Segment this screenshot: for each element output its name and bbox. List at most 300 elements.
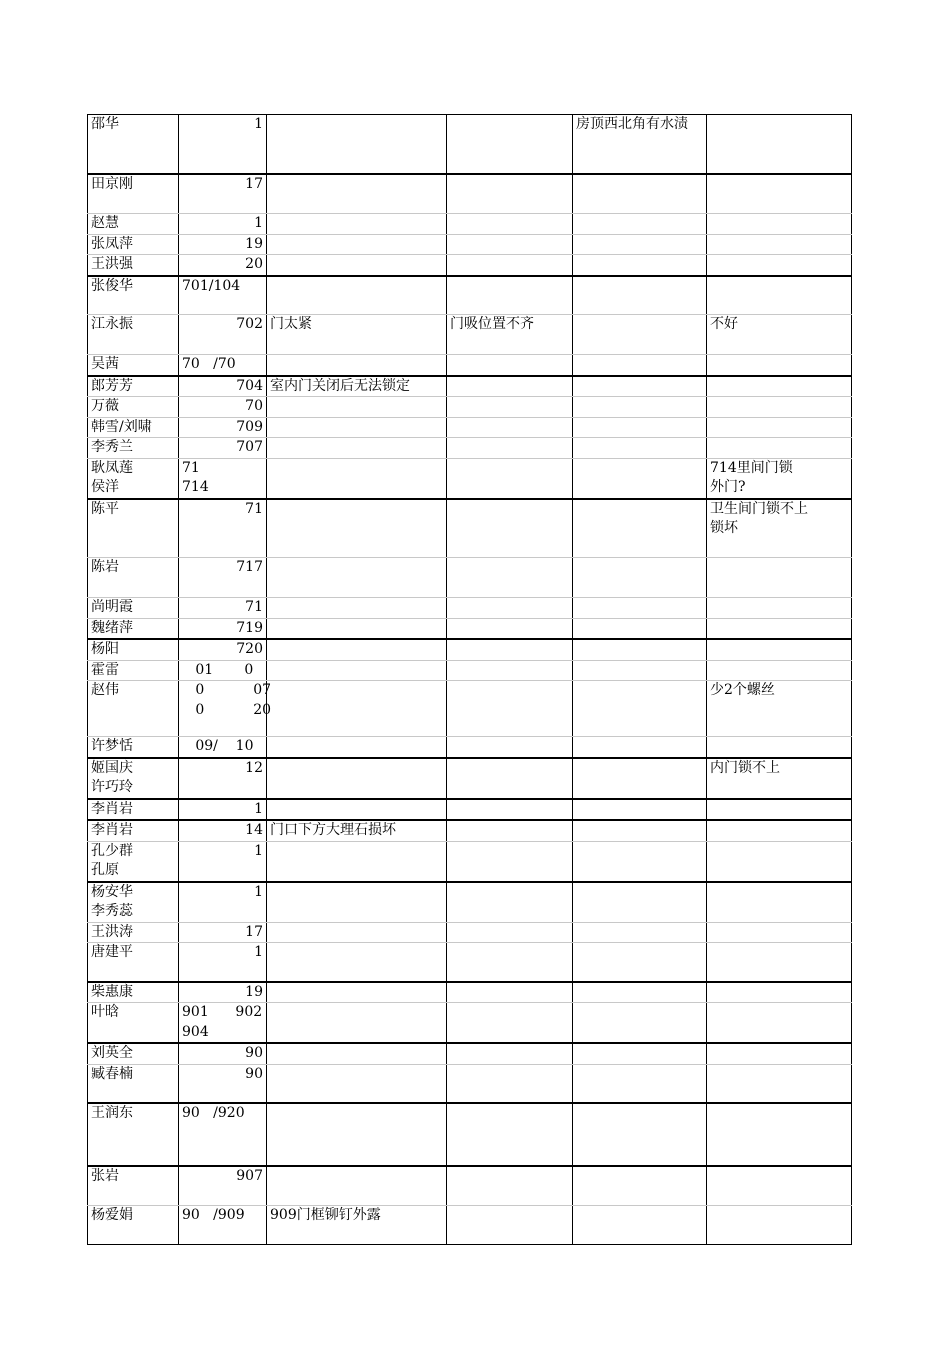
- resident-name-cell-line: 郎芳芳: [91, 377, 133, 394]
- issue-cell-4-line: 卫生间门锁不上: [710, 500, 808, 517]
- issue-cell-1: [267, 276, 447, 315]
- issue-cell-4: [707, 841, 852, 882]
- issue-cell-2: [447, 758, 573, 799]
- room-number-cell: [179, 618, 267, 639]
- issue-cell-2: [447, 234, 573, 255]
- issue-cell-4: [707, 660, 852, 681]
- resident-name-cell-line: 万薇: [91, 398, 119, 414]
- resident-name-cell-line: 许巧玲: [91, 779, 133, 795]
- issue-cell-2: [447, 458, 573, 499]
- resident-name-cell: [88, 234, 179, 255]
- issue-cell-2: [447, 737, 573, 758]
- resident-name-cell-line: 田京刚: [91, 175, 133, 192]
- issue-cell-1: [267, 438, 447, 459]
- issue-cell-1: 室内门关闭后无法锁定: [267, 376, 447, 397]
- room-number-cell: [179, 1103, 267, 1166]
- issue-cell-1: [267, 922, 447, 943]
- issue-cell-3: [573, 499, 707, 558]
- issue-cell-2: [447, 1166, 573, 1205]
- issue-cell-2: [447, 355, 573, 376]
- resident-name-cell: [88, 922, 179, 943]
- resident-name-cell-line: 霍雷: [91, 661, 119, 678]
- resident-name-cell-line: 孔原: [91, 862, 119, 878]
- room-number-cell: [179, 255, 267, 276]
- issue-cell-3: [573, 660, 707, 681]
- issue-cell-2: [447, 681, 573, 737]
- issue-cell-4: [707, 639, 852, 660]
- resident-name-cell-line: 江永振: [91, 316, 133, 332]
- issue-cell-2: [447, 1064, 573, 1103]
- issue-cell-4: [707, 174, 852, 214]
- resident-name-cell: [88, 799, 179, 821]
- room-number-cell: [179, 982, 267, 1003]
- issue-cell-2: [447, 1205, 573, 1244]
- issue-cell-4: [707, 397, 852, 418]
- issue-cell-2: 门吸位置不齐: [447, 315, 573, 355]
- issue-cell-1: [267, 174, 447, 214]
- issue-cell-4-line: 不好: [710, 316, 738, 332]
- issue-cell-2: [447, 618, 573, 639]
- issue-cell-4: [707, 458, 852, 499]
- room-number-cell-line: 90: [245, 1045, 263, 1061]
- room-number-cell: [179, 820, 267, 841]
- issue-cell-2: [447, 214, 573, 235]
- issue-cell-2: [447, 174, 573, 214]
- issue-cell-3: [573, 417, 707, 438]
- table-row: [88, 1103, 852, 1166]
- table-row: [88, 499, 852, 558]
- issue-cell-1: [267, 681, 447, 737]
- issue-cell-3: [573, 1064, 707, 1103]
- issue-cell-4: [707, 1043, 852, 1064]
- resident-name-cell: [88, 417, 179, 438]
- table-row: [88, 376, 852, 397]
- issue-cell-3: [573, 882, 707, 923]
- resident-name-cell: [88, 1205, 179, 1244]
- room-number-cell-line: 709: [236, 418, 263, 435]
- room-number-cell-line: 19: [245, 983, 263, 1000]
- room-number-cell-line: 704: [236, 377, 263, 394]
- issue-cell-1: 门太紧: [267, 315, 447, 355]
- table-row: [88, 1064, 852, 1103]
- resident-name-cell: [88, 115, 179, 174]
- issue-cell-3: [573, 376, 707, 397]
- room-number-cell-line: 71: [245, 500, 263, 517]
- issue-cell-2: [447, 417, 573, 438]
- issue-cell-4: [707, 417, 852, 438]
- issue-cell-1: 909门框铆钉外露: [267, 1205, 447, 1244]
- issue-cell-4: [707, 115, 852, 174]
- issue-cell-3: [573, 922, 707, 943]
- issue-cell-1: [267, 115, 447, 174]
- issue-cell-2: [447, 660, 573, 681]
- room-number-cell-line: 12: [245, 759, 263, 776]
- resident-name-cell: [88, 882, 179, 923]
- resident-name-cell: [88, 558, 179, 598]
- issue-cell-1: [267, 355, 447, 376]
- resident-name-cell: [88, 737, 179, 758]
- issue-cell-1: [267, 1064, 447, 1103]
- issue-cell-1: [267, 943, 447, 982]
- issue-cell-3: [573, 737, 707, 758]
- table-row: [88, 214, 852, 235]
- issue-cell-1: [267, 618, 447, 639]
- issue-cell-3: [573, 1166, 707, 1205]
- issue-cell-1: [267, 758, 447, 799]
- resident-name-cell: [88, 681, 179, 737]
- table-row: [88, 841, 852, 882]
- issue-cell-3: [573, 1043, 707, 1064]
- table-row: [88, 255, 852, 276]
- resident-name-cell-line: 刘英全: [91, 1045, 133, 1061]
- issue-cell-2: [447, 820, 573, 841]
- issue-cell-1: [267, 1103, 447, 1166]
- resident-name-cell-line: 李秀蕊: [91, 903, 133, 919]
- issue-cell-3: [573, 982, 707, 1003]
- issue-cell-4: [707, 255, 852, 276]
- issue-cell-4: [707, 315, 852, 355]
- table-row: [88, 922, 852, 943]
- table-row: [88, 758, 852, 799]
- room-number-cell-line: 71: [245, 599, 263, 615]
- issue-cell-1: [267, 660, 447, 681]
- table-row: [88, 1043, 852, 1064]
- resident-name-cell: [88, 1043, 179, 1064]
- table-row: [88, 639, 852, 660]
- room-number-cell-line: 17: [245, 175, 263, 192]
- table-row: [88, 276, 852, 315]
- issue-cell-3: [573, 1205, 707, 1244]
- issue-cell-4: [707, 882, 852, 923]
- resident-name-cell: [88, 438, 179, 459]
- issue-cell-2: [447, 255, 573, 276]
- issue-cell-2: [447, 882, 573, 923]
- room-number-cell: [179, 499, 267, 558]
- resident-name-cell: [88, 660, 179, 681]
- table-row: [88, 315, 852, 355]
- issue-cell-2: [447, 397, 573, 418]
- issue-cell-2: [447, 943, 573, 982]
- issue-cell-1: [267, 255, 447, 276]
- resident-name-cell-line: 张岩: [91, 1168, 119, 1184]
- issue-cell-3: [573, 681, 707, 737]
- resident-name-cell-line: 赵伟: [91, 682, 119, 698]
- resident-name-cell-line: 吴茜: [91, 356, 119, 372]
- resident-name-cell-line: 李肖岩: [91, 800, 133, 817]
- issue-cell-1: [267, 458, 447, 499]
- room-number-cell: [179, 841, 267, 882]
- issue-cell-4: [707, 943, 852, 982]
- issue-cell-1: [267, 639, 447, 660]
- resident-name-cell-line: 陈平: [91, 500, 119, 517]
- room-number-cell: [179, 758, 267, 799]
- room-number-cell: [179, 1043, 267, 1064]
- resident-name-cell-line: 王润东: [91, 1105, 133, 1121]
- issue-cell-2: [447, 982, 573, 1003]
- inspection-sheet: [87, 114, 852, 1245]
- resident-name-cell: [88, 758, 179, 799]
- table-row: [88, 438, 852, 459]
- resident-name-cell: [88, 598, 179, 619]
- issue-cell-2: [447, 639, 573, 660]
- room-number-cell-line: 20: [245, 256, 263, 272]
- resident-name-cell: [88, 315, 179, 355]
- room-number-cell-line: 702: [236, 316, 263, 332]
- resident-name-cell-line: 尚明霞: [91, 599, 133, 615]
- table-row: [88, 1205, 852, 1244]
- issue-cell-4: [707, 1166, 852, 1205]
- table-row: [88, 681, 852, 737]
- room-number-cell: [179, 376, 267, 397]
- issue-cell-4: [707, 214, 852, 235]
- issue-cell-4: [707, 1003, 852, 1044]
- resident-name-cell: [88, 499, 179, 558]
- room-number-cell-line: 17: [245, 923, 263, 940]
- room-number-cell-line: 1: [254, 944, 263, 960]
- issue-cell-3: [573, 234, 707, 255]
- issue-cell-4: [707, 598, 852, 619]
- issue-cell-1: [267, 882, 447, 923]
- issue-cell-1: [267, 397, 447, 418]
- resident-name-cell-line: 杨爱娟: [91, 1206, 133, 1223]
- room-number-cell: [179, 355, 267, 376]
- room-number-cell: [179, 922, 267, 943]
- issue-cell-3: [573, 315, 707, 355]
- issue-cell-4: [707, 558, 852, 598]
- room-number-cell-line: 09/ 10: [182, 738, 254, 754]
- resident-name-cell-line: 张俊华: [91, 277, 133, 294]
- issue-cell-3: [573, 598, 707, 619]
- room-number-cell: [179, 882, 267, 923]
- resident-name-cell: [88, 376, 179, 397]
- resident-name-cell: [88, 1003, 179, 1044]
- issue-cell-3: [573, 639, 707, 660]
- room-number-cell: [179, 660, 267, 681]
- resident-name-cell: [88, 214, 179, 235]
- room-number-cell-line: 90 /920: [182, 1105, 245, 1121]
- resident-name-cell: [88, 1103, 179, 1166]
- issue-cell-1: [267, 234, 447, 255]
- issue-cell-3: [573, 820, 707, 841]
- room-number-cell-line: 707: [236, 439, 263, 455]
- room-number-cell-line: 714: [182, 479, 209, 495]
- room-number-cell: [179, 315, 267, 355]
- issue-cell-1: [267, 841, 447, 882]
- table-row: [88, 660, 852, 681]
- issue-cell-4-line: 锁坏: [710, 520, 738, 536]
- resident-name-cell-line: 王洪强: [91, 256, 133, 272]
- room-number-cell-line: 90: [245, 1065, 263, 1082]
- resident-name-cell-line: 魏绪萍: [91, 619, 133, 636]
- room-number-cell-line: 0 20: [182, 701, 272, 718]
- room-number-cell-line: 717: [236, 559, 263, 575]
- issue-cell-3: [573, 943, 707, 982]
- issue-cell-4: [707, 758, 852, 799]
- issue-cell-4-line: 内门锁不上: [710, 759, 780, 776]
- issue-cell-3: [573, 438, 707, 459]
- issue-cell-4: [707, 276, 852, 315]
- resident-name-cell: [88, 255, 179, 276]
- room-number-cell-line: 14: [245, 822, 263, 838]
- issue-cell-1: [267, 214, 447, 235]
- table-row: [88, 397, 852, 418]
- resident-name-cell-line: 孔少群: [91, 842, 133, 859]
- resident-name-cell: [88, 982, 179, 1003]
- issue-cell-1: [267, 558, 447, 598]
- resident-name-cell: [88, 841, 179, 882]
- room-number-cell-line: 1: [254, 800, 263, 817]
- room-number-cell-line: 1: [254, 842, 263, 859]
- table-row: [88, 982, 852, 1003]
- room-number-cell-line: 907: [236, 1168, 263, 1184]
- room-number-cell: [179, 1205, 267, 1244]
- issue-cell-2: [447, 598, 573, 619]
- resident-name-cell-line: 杨安华: [91, 883, 133, 900]
- resident-name-cell-line: 邵华: [91, 116, 119, 132]
- room-number-cell-line: 719: [236, 619, 263, 636]
- issue-cell-3: [573, 558, 707, 598]
- room-number-cell: [179, 1064, 267, 1103]
- resident-name-cell-line: 唐建平: [91, 944, 133, 960]
- table-row: [88, 234, 852, 255]
- room-number-cell-line: 71: [182, 459, 200, 476]
- issue-cell-2: [447, 276, 573, 315]
- room-number-cell: [179, 214, 267, 235]
- issue-cell-1: [267, 1003, 447, 1044]
- issue-cell-4: [707, 355, 852, 376]
- room-number-cell: [179, 1166, 267, 1205]
- table-row: [88, 174, 852, 214]
- issue-cell-3: [573, 1103, 707, 1166]
- issue-cell-4: [707, 618, 852, 639]
- issue-cell-3: [573, 397, 707, 418]
- room-number-cell-line: 701/104: [182, 277, 241, 294]
- issue-cell-1: [267, 598, 447, 619]
- resident-name-cell: [88, 174, 179, 214]
- issue-cell-3: [573, 214, 707, 235]
- room-number-cell-line: 70 /70: [182, 356, 236, 372]
- resident-name-cell-line: 赵慧: [91, 215, 119, 231]
- resident-name-cell: [88, 639, 179, 660]
- issue-cell-2: [447, 115, 573, 174]
- issue-cell-3: [573, 841, 707, 882]
- room-number-cell-line: 0 07: [182, 682, 272, 698]
- issue-cell-2: [447, 558, 573, 598]
- issue-cell-2: [447, 1043, 573, 1064]
- room-number-cell-line: 901 902: [182, 1004, 263, 1020]
- resident-name-cell: [88, 1064, 179, 1103]
- issue-cell-3: [573, 174, 707, 214]
- issue-cell-3: [573, 458, 707, 499]
- room-number-cell: [179, 438, 267, 459]
- issue-cell-1: [267, 499, 447, 558]
- resident-name-cell-line: 王洪涛: [91, 923, 133, 940]
- issue-cell-2: [447, 922, 573, 943]
- resident-name-cell-line: 耿凤莲: [91, 459, 133, 476]
- issue-cell-1: [267, 1043, 447, 1064]
- table-row: [88, 799, 852, 821]
- resident-name-cell: [88, 820, 179, 841]
- room-number-cell-line: 1: [254, 215, 263, 231]
- table-row: [88, 115, 852, 174]
- resident-name-cell: [88, 355, 179, 376]
- table-row: [88, 598, 852, 619]
- room-number-cell: [179, 681, 272, 737]
- issue-cell-3: [573, 355, 707, 376]
- resident-name-cell-line: 李肖岩: [91, 822, 133, 838]
- issue-cell-4: [707, 922, 852, 943]
- issue-cell-2: [447, 1003, 573, 1044]
- room-number-cell: [179, 737, 267, 758]
- table-row: [88, 943, 852, 982]
- table-row: [88, 1166, 852, 1205]
- issue-cell-4: [707, 820, 852, 841]
- table-row: [88, 618, 852, 639]
- issue-cell-2: [447, 376, 573, 397]
- resident-name-cell-line: 李秀兰: [91, 439, 133, 455]
- room-number-cell-line: 19: [245, 235, 263, 252]
- room-number-cell: [179, 458, 267, 499]
- resident-name-cell-line: 张凤萍: [91, 235, 133, 252]
- issue-cell-4: [707, 982, 852, 1003]
- resident-name-cell-line: 姬国庆: [91, 759, 133, 776]
- resident-name-cell-line: 叶晗: [91, 1004, 119, 1020]
- issue-cell-2: [447, 438, 573, 459]
- table-row: [88, 820, 852, 841]
- room-number-cell: [179, 174, 267, 214]
- issue-cell-1: [267, 799, 447, 821]
- issue-cell-4-line: 外门?: [710, 479, 746, 495]
- issue-cell-4: [707, 799, 852, 821]
- issue-cell-3: 房顶西北角有水渍: [573, 115, 707, 174]
- room-number-cell: [179, 417, 267, 438]
- issue-cell-4-line: 少2个螺丝: [710, 682, 775, 698]
- resident-name-cell-line: 韩雪/刘啸: [91, 418, 152, 435]
- issue-cell-3: [573, 276, 707, 315]
- room-number-cell: [179, 943, 267, 982]
- issue-cell-2: [447, 499, 573, 558]
- table-row: [88, 417, 852, 438]
- table-row: [88, 558, 852, 598]
- room-number-cell: [179, 276, 267, 315]
- resident-name-cell: [88, 618, 179, 639]
- issue-cell-1: [267, 1166, 447, 1205]
- room-number-cell-line: 904: [182, 1023, 209, 1040]
- room-number-cell: [179, 115, 267, 174]
- issue-cell-4: [707, 438, 852, 459]
- resident-name-cell-line: 杨阳: [91, 641, 119, 657]
- resident-name-cell: [88, 397, 179, 418]
- issue-cell-1: [267, 737, 447, 758]
- resident-name-cell-line: 臧春楠: [91, 1065, 133, 1082]
- issue-cell-4: [707, 1103, 852, 1166]
- issue-cell-1: [267, 417, 447, 438]
- room-number-cell-line: 720: [236, 641, 263, 657]
- table-row: [88, 458, 852, 499]
- issue-cell-4: [707, 499, 852, 558]
- table-row: [88, 1003, 852, 1044]
- issue-cell-2: [447, 841, 573, 882]
- table-row: [88, 882, 852, 923]
- room-number-cell-line: 90 /909: [182, 1206, 245, 1223]
- sheet-body: [88, 115, 852, 1245]
- room-number-cell: [179, 799, 267, 821]
- issue-cell-4-line: 714里间门锁: [710, 459, 793, 476]
- room-number-cell-line: 70: [245, 398, 263, 414]
- resident-name-cell-line: 许梦恬: [91, 738, 133, 754]
- resident-name-cell: [88, 1166, 179, 1205]
- issue-cell-3: [573, 1003, 707, 1044]
